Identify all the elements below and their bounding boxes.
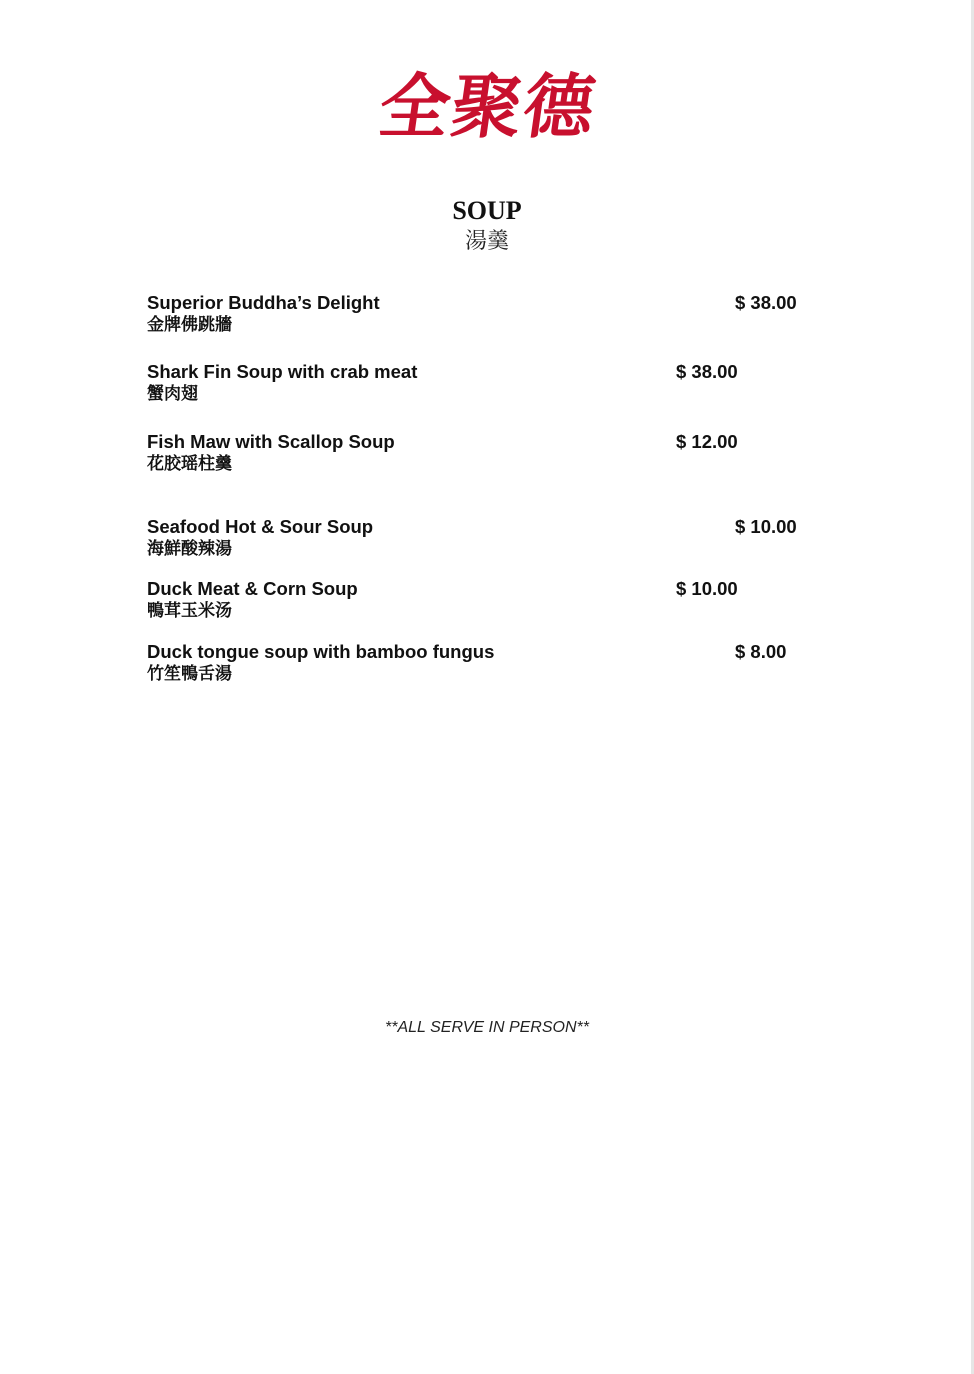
item-name: Duck Meat & Corn Soup bbox=[147, 578, 358, 599]
item-name-chinese: 竹笙鴨舌湯 bbox=[147, 664, 232, 684]
item-name-chinese: 花胶瑶柱羹 bbox=[147, 454, 232, 474]
item-price: $ 10.00 bbox=[735, 516, 797, 537]
item-name-chinese: 鴨茸玉米汤 bbox=[147, 601, 232, 621]
item-name: Duck tongue soup with bamboo fungus bbox=[147, 641, 495, 662]
item-price: $ 38.00 bbox=[676, 361, 738, 382]
item-name-chinese: 蟹肉翅 bbox=[147, 384, 198, 404]
menu-item-superior-buddhas-delight bbox=[147, 292, 847, 342]
item-name-chinese: 海鮮酸辣湯 bbox=[147, 539, 232, 559]
item-price: $ 10.00 bbox=[676, 578, 738, 599]
item-price: $ 12.00 bbox=[676, 431, 738, 452]
menu-item-duck-tongue-soup bbox=[147, 641, 847, 691]
item-name: Fish Maw with Scallop Soup bbox=[147, 431, 395, 452]
menu-item-duck-meat-corn-soup bbox=[147, 578, 847, 628]
item-name: Shark Fin Soup with crab meat bbox=[147, 361, 418, 382]
item-name-chinese: 金牌佛跳牆 bbox=[147, 315, 232, 335]
menu-item-seafood-hot-sour-soup bbox=[147, 516, 847, 566]
item-name: Seafood Hot & Sour Soup bbox=[147, 516, 374, 537]
footer-note: **ALL SERVE IN PERSON** bbox=[385, 1019, 589, 1036]
section-title: SOUP bbox=[452, 196, 522, 225]
item-price: $ 38.00 bbox=[735, 292, 797, 313]
item-name: Superior Buddha’s Delight bbox=[147, 292, 380, 313]
menu-item-fish-maw-scallop-soup bbox=[147, 431, 847, 481]
section-subtitle: 湯羹 bbox=[464, 229, 509, 254]
item-price: $ 8.00 bbox=[735, 641, 787, 662]
restaurant-logo: 全聚德 bbox=[374, 65, 602, 148]
menu-item-shark-fin-soup bbox=[147, 361, 847, 411]
